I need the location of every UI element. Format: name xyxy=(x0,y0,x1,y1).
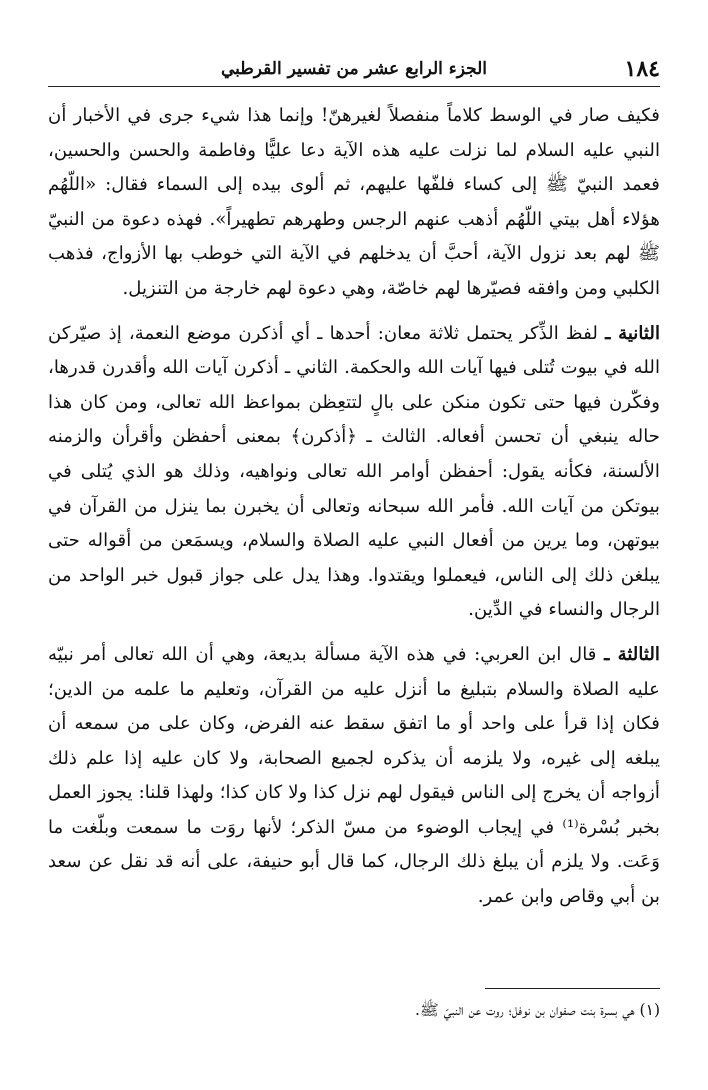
paragraph-text: قال ابن العربي: في هذه الآية مسألة بديعة، وهي أن الله تعالى أمر نبيّه عليه الصلاة والسلام بتبليغ ما أنزل عليه من القرآن، وتعليم ما علمه من الدين؛ فكان إذا قرأ على واحد أو ما اتفق سقط عنه الفرض، وكان على من سمعه أن يبلغه إلى غيره، ولا يلزمه أن يذكره لجميع الصحابة، ولا كان عليه إذا علم ذلك أزواجه أن يخرج إلى الناس فيقول لهم نزل كذا ولا كان كذا؛ ولهذا قلنا: يجوز العمل بخبر بُسْرة⁽¹⁾ في إيجاب الوضوء من مسّ الذكر؛ لأنها روَت ما سمعت وبلّغت ما وَعَت. ولا يلزم أن يبلغ ذلك الرجال، كما قال أبو حنيفة، على أنه قد نقل عن سعد بن أبي وقاص وابن عمر. xyxy=(48,643,660,908)
book-page xyxy=(48,52,660,1019)
footnote: (١) هي بسرة بنت صفوان بن نوفل؛ روت عن النبيّ ﷺ. xyxy=(415,1001,660,1019)
paragraph-text: لفظ الذِّكر يحتمل ثلاثة معان: أحدها ـ أي أذكرن موضع النعمة، إذ صيّركن الله في بيوت تُتلى فيها آيات الله والحكمة. الثاني ـ أذكرن آيات الله وأقدرن قدرها، وفكّرن فيها حتى تكون منكن على بالٍ لتتعِظن بمواعظ الله تعالى، ومن كان هذا حاله ينبغي أن تحسن أفعاله. الثالث ـ ﴿أذكرن﴾ بمعنى أحفظن وأقرأن والزمنه الألسنة، فكأنه يقول: أحفظن أوامر الله تعالى ونواهيه، وذلك هو الذي يُتلى في بيوتكن من آيات الله. فأمر الله سبحانه وتعالى أن يخبرن بما ينزل من القرآن في بيوتهن، وما يرين من أفعال النبي عليه الصلاة والسلام، ويسمَعن من أقواله حتى يبلغن ذلك إلى الناس، فيعملوا ويقتدوا. وهذا يدل على جواز قبول خبر الواحد من الرجال والنساء في الدِّين. xyxy=(48,322,660,621)
page-header xyxy=(48,52,660,87)
paragraph-1 xyxy=(48,99,660,307)
paragraph-lead: الثانية ـ xyxy=(605,322,660,344)
paragraph-3 xyxy=(48,638,660,915)
page-number: ١٨٤ xyxy=(624,56,660,82)
paragraph-2 xyxy=(48,317,660,628)
paragraph-text: فكيف صار في الوسط كلاماً منفصلاً لغيرهنّ! وإنما هذا شيء جرى في الأخبار أن النبي عليه السلام لما نزلت عليه هذه الآية دعا عليًّا وفاطمة والحسن والحسين، فعمد النبيّ ﷺ إلى كساء فلفّها عليهم، ثم ألوى بيده إلى السماء فقال: «اللّهُم هؤلاء أهل بيتي اللّهُم أذهب عنهم الرجس وطهرهم تطهيراً». فهذه دعوة من النبيّ ﷺ لهم بعد نزول الآية، أحبَّ أن يدخلهم في الآية التي خوطب بها الأزواج، فذهب الكلبي ومن وافقه فصيّرها لهم خاصّة، وهي دعوة لهم خارجة من التنزيل. xyxy=(48,105,660,299)
footnote-divider xyxy=(485,988,660,989)
page-body xyxy=(48,99,660,915)
running-title: الجزء الرابع عشر من تفسير القرطبي xyxy=(220,59,488,79)
paragraph-lead: الثالثة ـ xyxy=(604,643,660,665)
